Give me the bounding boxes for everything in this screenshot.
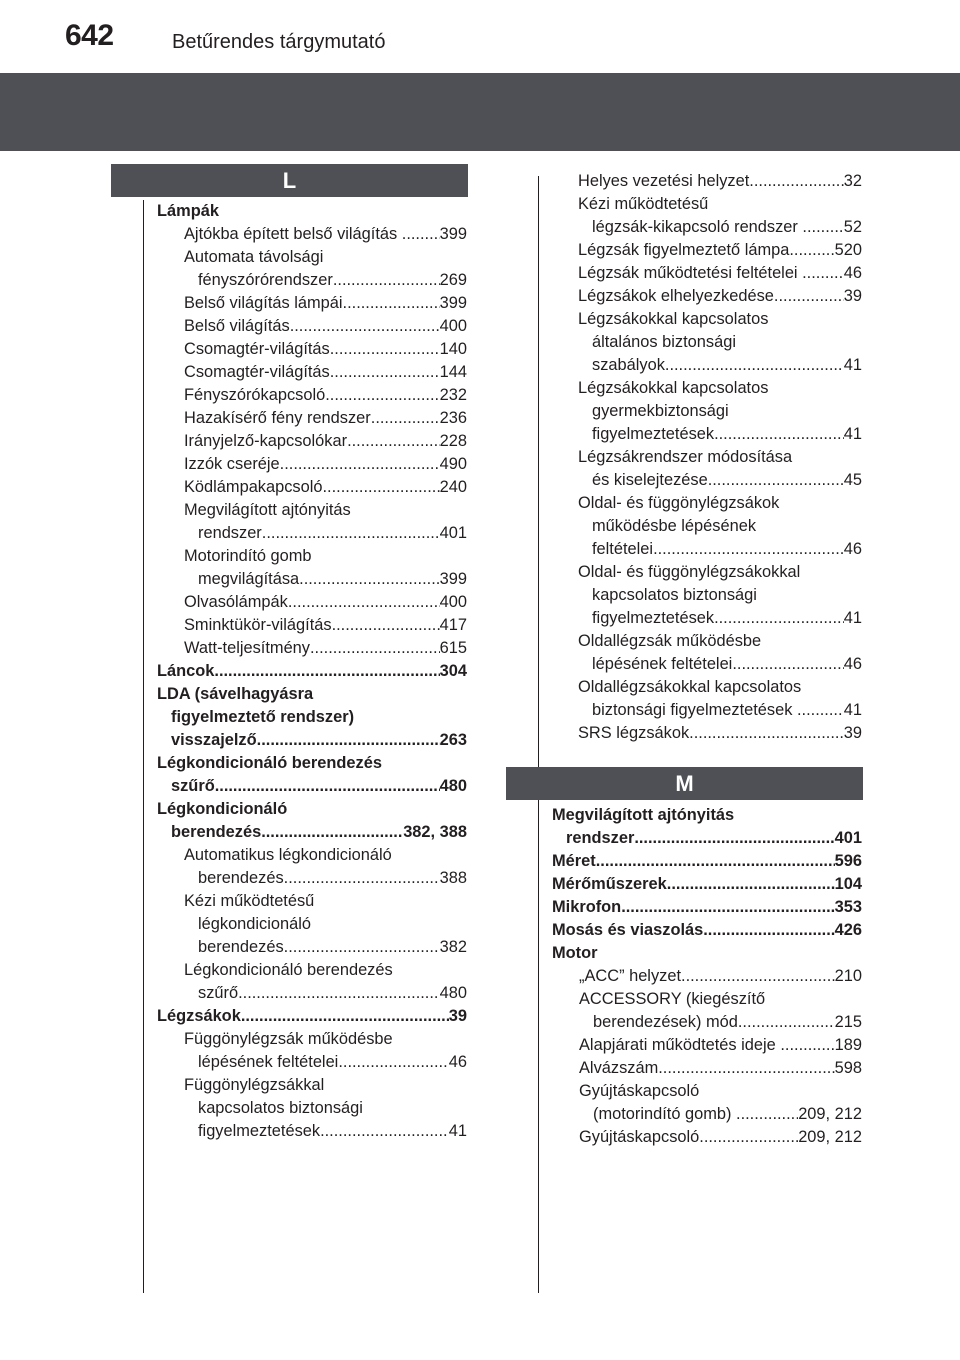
index-entry xyxy=(552,1103,862,1126)
index-column-right-top xyxy=(578,170,862,745)
index-entry-page: 39 xyxy=(843,724,862,742)
index-entry xyxy=(578,354,862,377)
index-entry-page: 32 xyxy=(843,172,862,190)
dot-leader xyxy=(241,1005,449,1028)
dot-leader xyxy=(320,1120,449,1143)
index-entry-term: SRS légzsákok xyxy=(578,724,690,742)
index-entry-page: 39 xyxy=(448,1007,467,1025)
index-entry-term: berendezés xyxy=(171,823,262,841)
dot-leader xyxy=(653,538,844,561)
index-entry-page: 209, 212 xyxy=(798,1105,862,1123)
index-entry xyxy=(578,561,862,584)
index-entry-page: 401 xyxy=(439,524,467,542)
index-entry-page: 490 xyxy=(439,455,467,473)
index-entry-term: Izzók cseréje xyxy=(184,455,280,473)
index-entry xyxy=(578,423,862,446)
index-entry-term: Függönylégzsák működésbe xyxy=(184,1030,393,1048)
index-entry-page: 39 xyxy=(843,287,862,305)
index-entry-page: 400 xyxy=(439,317,467,335)
index-entry-page: 598 xyxy=(834,1059,862,1077)
index-entry xyxy=(578,377,862,400)
section-header-m: M xyxy=(506,767,863,800)
index-entry xyxy=(578,308,862,331)
index-entry xyxy=(552,965,862,988)
index-entry-page: 45 xyxy=(843,471,862,489)
dot-leader xyxy=(343,292,440,315)
index-column-right-bottom xyxy=(552,804,862,1149)
index-entry-page: 228 xyxy=(439,432,467,450)
dot-leader xyxy=(815,699,844,722)
index-entry xyxy=(157,637,467,660)
index-entry-term: Mérőműszerek xyxy=(552,875,667,893)
index-entry xyxy=(157,200,467,223)
index-entry-page: 480 xyxy=(439,777,467,795)
index-entry xyxy=(552,1080,862,1103)
page-number: 642 xyxy=(65,19,114,52)
index-entry-page: 41 xyxy=(843,425,862,443)
index-entry-term: gyermekbiztonsági xyxy=(592,402,729,420)
dot-leader xyxy=(772,1103,798,1126)
index-entry-term: rendszer xyxy=(198,524,262,542)
index-entry-page: 41 xyxy=(448,1122,467,1140)
index-entry-term: Automata távolsági xyxy=(184,248,324,266)
index-entry-term: feltételei xyxy=(592,540,654,558)
index-entry xyxy=(157,1097,467,1120)
dot-leader xyxy=(338,1051,448,1074)
index-column-left xyxy=(157,200,467,1143)
dot-leader xyxy=(262,522,440,545)
index-entry-page: 382, 388 xyxy=(403,823,467,841)
index-entry-term: Légzsákokkal kapcsolatos xyxy=(578,379,769,397)
index-entry xyxy=(157,338,467,361)
index-entry-term: Ködlámpakapcsoló xyxy=(184,478,323,496)
index-entry xyxy=(552,1126,862,1149)
index-entry-term: Gyújtáskapcsoló xyxy=(579,1082,700,1100)
index-entry xyxy=(157,844,467,867)
index-entry xyxy=(578,607,862,630)
index-entry-page: 46 xyxy=(843,540,862,558)
index-entry xyxy=(157,292,467,315)
index-entry-term: Ajtókba épített belső világítás .. xyxy=(184,225,411,243)
dot-leader xyxy=(738,1011,835,1034)
index-entry-term: Oldal- és függönylégzsákokkal xyxy=(578,563,801,581)
dot-leader xyxy=(257,729,440,752)
index-entry-page: 353 xyxy=(834,898,862,916)
index-entry xyxy=(157,453,467,476)
index-entry-term: működésbe lépésének xyxy=(592,517,757,535)
index-entry-page: 615 xyxy=(439,639,467,657)
header-band xyxy=(0,73,960,151)
dot-leader xyxy=(816,262,844,285)
dot-leader xyxy=(290,315,440,338)
index-entry xyxy=(552,896,862,919)
index-entry-page: 210 xyxy=(834,967,862,985)
index-entry xyxy=(552,873,862,896)
dot-leader xyxy=(288,591,440,614)
index-entry xyxy=(157,1051,467,1074)
index-entry-term: Hazakísérő fény rendszer xyxy=(184,409,371,427)
index-entry xyxy=(578,584,862,607)
index-entry xyxy=(578,722,862,745)
dot-leader xyxy=(371,407,440,430)
index-entry xyxy=(157,1120,467,1143)
index-entry-term: és kiselejtezése xyxy=(592,471,708,489)
index-entry-term: berendezések) mód xyxy=(593,1013,738,1031)
index-entry-term: Alapjárati működtetés ideje ...... xyxy=(579,1036,808,1054)
index-entry-term: Watt-teljesítmény xyxy=(184,639,310,657)
index-entry-page: 46 xyxy=(843,264,862,282)
index-entry xyxy=(157,775,467,798)
index-entry xyxy=(157,361,467,384)
middle-column-rule xyxy=(538,176,539,1293)
index-entry-term: Láncok xyxy=(157,662,215,680)
index-entry-term: Helyes vezetési helyzet xyxy=(578,172,750,190)
index-entry xyxy=(552,804,862,827)
index-entry-page: 399 xyxy=(439,570,467,588)
index-entry-page: 400 xyxy=(439,593,467,611)
index-entry-page: 240 xyxy=(439,478,467,496)
index-entry-term: Légzsákokkal kapcsolatos xyxy=(578,310,769,328)
index-entry xyxy=(578,446,862,469)
page-header xyxy=(0,0,960,68)
index-entry-term: megvilágítása xyxy=(198,570,300,588)
index-entry-term: Gyújtáskapcsoló xyxy=(579,1128,700,1146)
index-entry-page: 232 xyxy=(439,386,467,404)
index-entry-term: Légkondicionáló xyxy=(157,800,288,818)
index-entry xyxy=(157,476,467,499)
index-entry xyxy=(552,988,862,1011)
index-entry-term: Automatikus légkondicionáló xyxy=(184,846,392,864)
dot-leader xyxy=(732,653,843,676)
index-entry-term: szűrő xyxy=(171,777,215,795)
index-entry-page: 209, 212 xyxy=(798,1128,862,1146)
index-entry xyxy=(578,285,862,308)
dot-leader xyxy=(323,476,440,499)
index-entry-term: Légkondicionáló berendezés xyxy=(157,754,382,772)
index-entry-term: Lámpák xyxy=(157,202,219,220)
index-entry xyxy=(552,942,862,965)
index-entry-page: 269 xyxy=(439,271,467,289)
index-entry xyxy=(157,223,467,246)
index-entry xyxy=(157,384,467,407)
index-entry-term: Oldal- és függönylégzsákok xyxy=(578,494,780,512)
index-entry xyxy=(157,729,467,752)
index-entry-term: visszajelző xyxy=(171,731,257,749)
index-entry xyxy=(578,170,862,193)
dot-leader xyxy=(325,384,439,407)
index-entry xyxy=(157,798,467,821)
index-entry-term: Függönylégzsákkal xyxy=(184,1076,325,1094)
index-entry-term: lépésének feltételei xyxy=(592,655,733,673)
dot-leader xyxy=(596,850,835,873)
index-entry-term: Oldallégzsákokkal kapcsolatos xyxy=(578,678,802,696)
index-entry-term: Légzsákrendszer módosítása xyxy=(578,448,793,466)
index-entry xyxy=(578,676,862,699)
dot-leader xyxy=(280,453,440,476)
index-entry xyxy=(157,246,467,269)
index-entry-term: Légzsák működtetési feltételei ... xyxy=(578,264,816,282)
index-entry xyxy=(578,262,862,285)
index-entry-term: Belső világítás lámpái xyxy=(184,294,343,312)
index-entry-term: Légkondicionáló berendezés xyxy=(184,961,393,979)
index-entry-page: 215 xyxy=(834,1013,862,1031)
index-entry-page: 41 xyxy=(843,356,862,374)
index-entry-page: 388 xyxy=(439,869,467,887)
index-entry-term: Alvázszám xyxy=(579,1059,659,1077)
index-entry xyxy=(157,499,467,522)
dot-leader xyxy=(634,827,834,850)
dot-leader xyxy=(703,919,834,942)
dot-leader xyxy=(330,361,440,384)
index-entry xyxy=(578,331,862,354)
index-entry xyxy=(157,269,467,292)
dot-leader xyxy=(411,223,440,246)
index-entry xyxy=(552,1057,862,1080)
index-entry-term: figyelmeztetések xyxy=(592,609,715,627)
index-entry xyxy=(578,216,862,239)
index-entry xyxy=(552,827,862,850)
index-entry xyxy=(157,867,467,890)
index-entry-term: figyelmeztető rendszer) xyxy=(171,708,355,726)
index-entry xyxy=(157,660,467,683)
index-entry xyxy=(578,400,862,423)
section-header-l: L xyxy=(111,164,468,197)
index-entry-term: szabályok xyxy=(592,356,665,374)
dot-leader xyxy=(689,722,844,745)
index-entry-term: Légzsák figyelmeztető lámpa... xyxy=(578,241,804,259)
index-entry xyxy=(552,1034,862,1057)
dot-leader xyxy=(708,469,844,492)
index-entry-term: Kézi működtetésű xyxy=(184,892,315,910)
index-entry xyxy=(157,407,467,430)
index-entry-page: 140 xyxy=(439,340,467,358)
index-entry-page: 189 xyxy=(834,1036,862,1054)
index-entry xyxy=(157,982,467,1005)
index-entry-term: Megvilágított ajtónyitás xyxy=(552,806,735,824)
index-entry-page: 46 xyxy=(843,655,862,673)
index-entry-term: fényszórórendszer xyxy=(198,271,333,289)
index-entry xyxy=(552,850,862,873)
index-entry xyxy=(578,469,862,492)
index-entry xyxy=(157,1028,467,1051)
index-entry-term: általános biztonsági xyxy=(592,333,736,351)
index-entry-term: biztonsági figyelmeztetések .... xyxy=(592,701,816,719)
index-entry xyxy=(157,315,467,338)
index-entry-term: rendszer xyxy=(566,829,635,847)
index-entry xyxy=(578,239,862,262)
dot-leader xyxy=(816,216,844,239)
index-entry xyxy=(578,630,862,653)
index-entry xyxy=(157,545,467,568)
index-entry-term: Oldallégzsák működésbe xyxy=(578,632,762,650)
index-entry-page: 104 xyxy=(834,875,862,893)
index-entry-page: 304 xyxy=(439,662,467,680)
index-entry-term: berendezés xyxy=(198,938,284,956)
index-entry-term: Belső világítás xyxy=(184,317,290,335)
index-entry xyxy=(157,821,467,844)
index-entry-term: Mosás és viaszolás xyxy=(552,921,704,939)
index-entry-page: 399 xyxy=(439,294,467,312)
index-entry-term: szűrő xyxy=(198,984,239,1002)
dot-leader xyxy=(330,338,440,361)
index-entry xyxy=(578,492,862,515)
index-entry-page: 520 xyxy=(834,241,862,259)
dot-leader xyxy=(621,896,834,919)
index-entry-page: 401 xyxy=(834,829,862,847)
index-entry-page: 46 xyxy=(448,1053,467,1071)
index-entry-term: LDA (sávelhagyásra xyxy=(157,685,314,703)
index-entry-term: figyelmeztetések xyxy=(198,1122,321,1140)
index-entry-term: (motorindító gomb) ........ xyxy=(593,1105,773,1123)
dot-leader xyxy=(749,170,843,193)
dot-leader xyxy=(667,873,835,896)
index-entry-term: Olvasólámpák xyxy=(184,593,288,611)
dot-leader xyxy=(665,354,844,377)
index-entry-term: Motorindító gomb xyxy=(184,547,312,565)
index-entry xyxy=(578,193,862,216)
page-title: Betűrendes tárgymutató xyxy=(172,31,386,53)
dot-leader xyxy=(238,982,440,1005)
index-entry xyxy=(157,1005,467,1028)
left-column-rule xyxy=(143,200,144,1293)
dot-leader xyxy=(310,637,440,660)
dot-leader xyxy=(658,1057,834,1080)
index-entry-term: „ACC” helyzet xyxy=(579,967,682,985)
index-entry-page: 236 xyxy=(439,409,467,427)
index-entry xyxy=(157,683,467,706)
index-entry-page: 41 xyxy=(843,701,862,719)
index-entry-page: 480 xyxy=(439,984,467,1002)
index-entry-term: Fényszórókapcsoló xyxy=(184,386,326,404)
index-entry-term: kapcsolatos biztonsági xyxy=(198,1099,363,1117)
index-entry-term: Csomagtér-világítás xyxy=(184,363,330,381)
index-entry xyxy=(157,913,467,936)
index-entry xyxy=(157,568,467,591)
index-entry xyxy=(157,890,467,913)
index-entry xyxy=(157,430,467,453)
index-entry-term: Légzsákok elhelyezkedése xyxy=(578,287,774,305)
index-entry-page: 52 xyxy=(843,218,862,236)
index-entry-page: 144 xyxy=(439,363,467,381)
index-entry xyxy=(578,538,862,561)
index-entry-term: Csomagtér-világítás xyxy=(184,340,330,358)
index-entry xyxy=(578,515,862,538)
index-entry xyxy=(157,706,467,729)
index-entry-page: 417 xyxy=(439,616,467,634)
index-entry-term: kapcsolatos biztonsági xyxy=(592,586,757,604)
dot-leader xyxy=(299,568,440,591)
dot-leader xyxy=(347,430,440,453)
index-entry xyxy=(157,591,467,614)
dot-leader xyxy=(215,775,440,798)
index-entry-page: 41 xyxy=(843,609,862,627)
index-entry-page: 263 xyxy=(439,731,467,749)
dot-leader xyxy=(284,936,440,959)
dot-leader xyxy=(284,867,440,890)
dot-leader xyxy=(332,614,440,637)
dot-leader xyxy=(261,821,403,844)
index-entry xyxy=(157,614,467,637)
index-entry xyxy=(578,699,862,722)
index-entry xyxy=(157,936,467,959)
index-entry xyxy=(157,1074,467,1097)
index-entry-term: Légzsákok xyxy=(157,1007,241,1025)
index-entry-term: Irányjelző-kapcsolókar xyxy=(184,432,348,450)
index-entry-page: 596 xyxy=(834,852,862,870)
dot-leader xyxy=(808,1034,835,1057)
index-entry xyxy=(157,959,467,982)
index-entry-term: berendezés xyxy=(198,869,284,887)
index-entry-term: légkondicionáló xyxy=(198,915,311,933)
index-entry-term: Megvilágított ajtónyitás xyxy=(184,501,351,519)
index-entry xyxy=(578,653,862,676)
index-entry-term: Méret xyxy=(552,852,596,870)
index-entry-term: figyelmeztetések xyxy=(592,425,715,443)
index-entry-page: 399 xyxy=(439,225,467,243)
dot-leader xyxy=(333,269,440,292)
index-entry-term: ACCESSORY (kiegészítő xyxy=(579,990,766,1008)
index-entry-term: Sminktükör-világítás xyxy=(184,616,332,634)
index-entry xyxy=(552,919,862,942)
dot-leader xyxy=(774,285,844,308)
dot-leader xyxy=(714,423,844,446)
index-entry-page: 382 xyxy=(439,938,467,956)
dot-leader xyxy=(803,239,835,262)
index-entry xyxy=(157,752,467,775)
dot-leader xyxy=(214,660,439,683)
index-entry xyxy=(157,522,467,545)
index-entry-term: Motor xyxy=(552,944,598,962)
index-entry-term: légzsák-kikapcsoló rendszer ... xyxy=(592,218,817,236)
index-entry-page: 426 xyxy=(834,921,862,939)
index-entry-term: Kézi működtetésű xyxy=(578,195,709,213)
dot-leader xyxy=(714,607,844,630)
index-entry xyxy=(552,1011,862,1034)
index-entry-term: lépésének feltételei xyxy=(198,1053,339,1071)
dot-leader xyxy=(699,1126,798,1149)
dot-leader xyxy=(681,965,835,988)
index-entry-term: Mikrofon xyxy=(552,898,622,916)
